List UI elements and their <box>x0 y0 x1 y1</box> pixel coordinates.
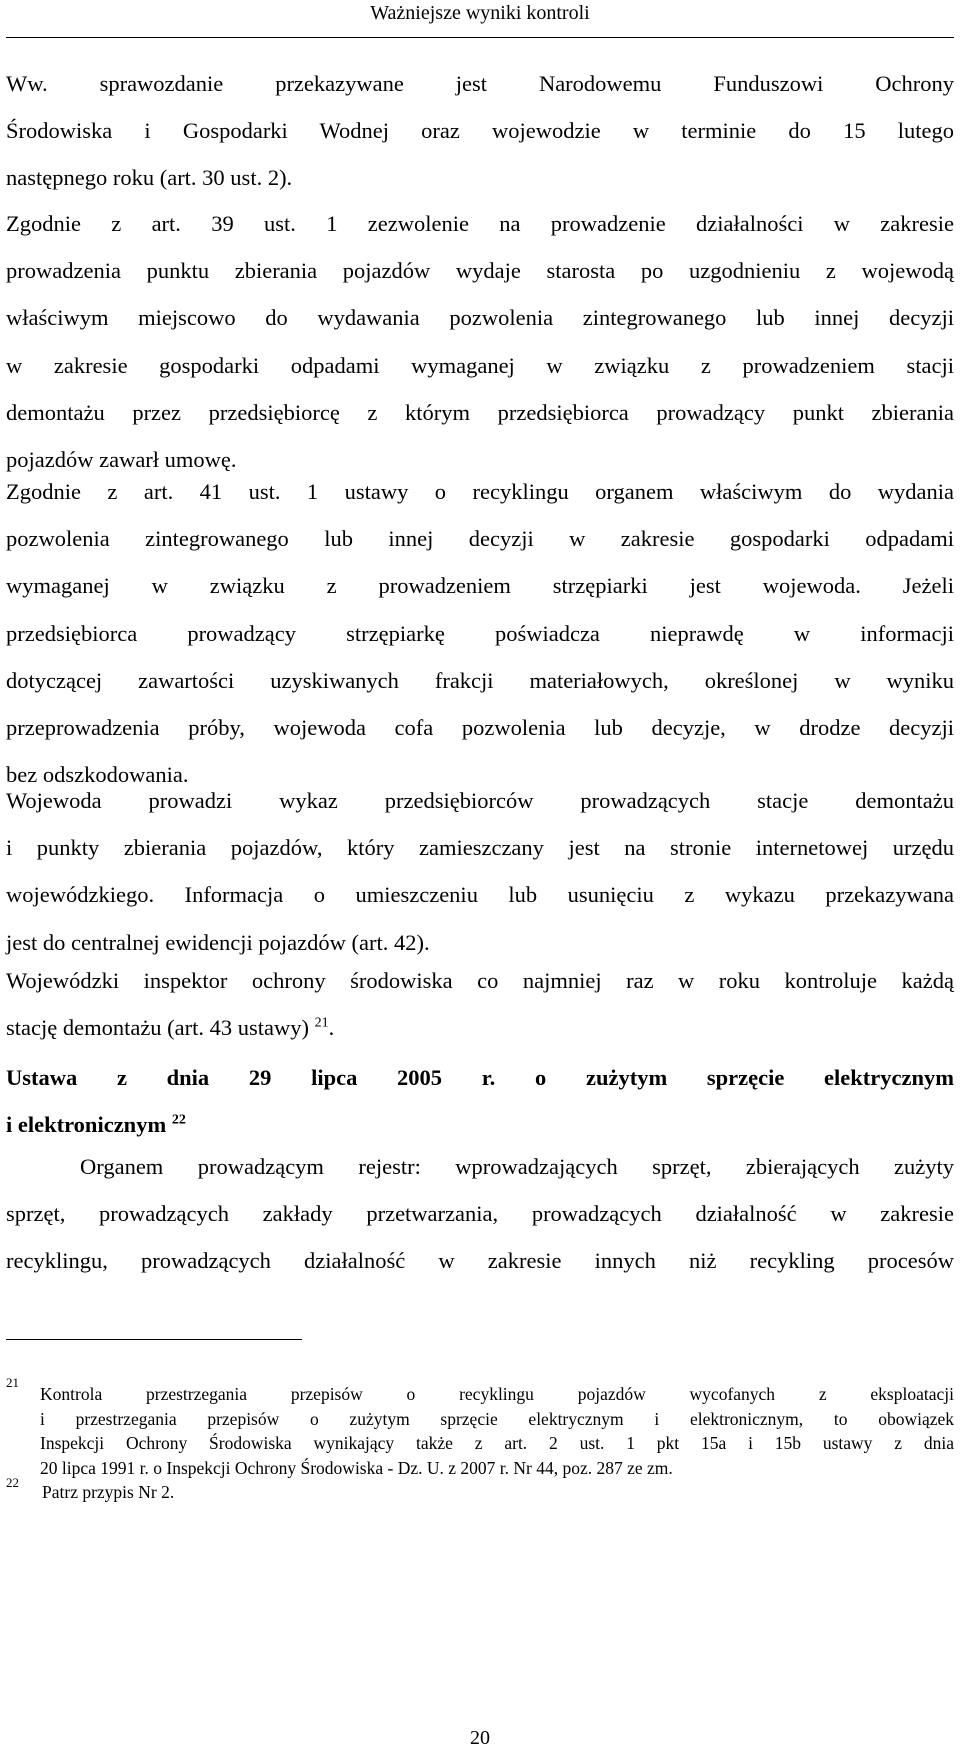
text-line: Wojewódzki inspektor ochrony środowiska co najmniej raz w roku kontroluje każdą <box>6 968 954 993</box>
heading-line <box>6 1101 954 1148</box>
document-page <box>6 0 954 1761</box>
footnote-number: 21 <box>6 1375 19 1390</box>
text-line: przedsiębiorca prowadzący strzępiarkę poświadcza nieprawdę w informacji <box>6 620 954 646</box>
paragraph-rejestr <box>6 1143 954 1285</box>
text-line: Zgodnie z art. 39 ust. 1 zezwolenie na prowadzenie działalności w zakresie <box>6 211 954 236</box>
footnote-separator <box>6 1339 302 1340</box>
text-line: Ww. sprawozdanie przekazywane jest Narodowemu Funduszowi Ochrony <box>6 71 954 96</box>
text-segment: stację demontażu (art. 43 ustawy) <box>6 1015 310 1041</box>
text-line <box>6 1004 954 1051</box>
running-header-title: Ważniejsze wyniki kontroli <box>370 2 590 24</box>
footnote-21 <box>6 1375 954 1482</box>
paragraph-wykaz <box>6 777 954 966</box>
header-rule <box>6 37 954 38</box>
text-line: pojazdów zawarł umowę. <box>6 447 237 473</box>
section-heading <box>6 1054 954 1148</box>
footnote-body <box>40 1382 954 1480</box>
footnote-22 <box>6 1475 954 1510</box>
running-header <box>6 0 954 40</box>
footnote-body <box>42 1480 956 1505</box>
text-line: Środowiska i Gospodarki Wodnej oraz wojewodzie w terminie do 15 lutego <box>6 118 954 144</box>
text-line: właściwym miejscowo do wydawania pozwolenia zintegrowanego lub innej decyzji <box>6 305 954 331</box>
text-line: dotyczącej zawartości uzyskiwanych frakcji materiałowych, określonej w wyniku <box>6 667 954 693</box>
footnote-line: Patrz przypis Nr 2. <box>42 1482 175 1502</box>
text-segment: . <box>328 1015 335 1041</box>
text-line: wojewódzkiego. Informacja o umieszczeniu lub usunięciu z wykazu przekazywana <box>6 882 954 908</box>
text-line: pozwolenia zintegrowanego lub innej decyzji w zakresie gospodarki odpadami <box>6 526 954 552</box>
text-line: wymaganej w związku z prowadzeniem strzępiarki jest wojewoda. Jeżeli <box>6 573 954 599</box>
text-line: bez odszkodowania. <box>6 762 189 788</box>
footnote-ref-21[interactable]: 21 <box>314 1015 329 1031</box>
footnote-number: 22 <box>6 1475 19 1490</box>
text-line: Organem prowadzącym rejestr: wprowadzających sprzęt, zbierających zużyty <box>80 1154 954 1179</box>
text-line: w zakresie gospodarki odpadami wymaganej w związku z prowadzeniem stacji <box>6 352 954 378</box>
text-line: demontażu przez przedsiębiorcę z którym przedsiębiorca prowadzący punkt zbierania <box>6 399 954 425</box>
text-line: przeprowadzenia próby, wojewoda cofa pozwolenia lub decyzje, w drodze decyzji <box>6 715 954 741</box>
footnote-line: 20 lipca 1991 r. o Inspekcji Ochrony Środowiska - Dz. U. z 2007 r. Nr 44, poz. 287 ze zm. <box>40 1457 673 1478</box>
paragraph-art-39 <box>6 200 954 483</box>
heading-segment: i elektronicznym <box>6 1112 167 1138</box>
heading-line: Ustawa z dnia 29 lipca 2005 r. o zużytym sprzęcie elektrycznym <box>6 1065 954 1090</box>
text-line: recyklingu, prowadzących działalność w zakresie innych niż recykling procesów <box>6 1248 954 1274</box>
footnote-ref-22[interactable]: 22 <box>171 1112 186 1128</box>
paragraph-inspektor <box>6 957 954 1051</box>
paragraph-art-41 <box>6 468 954 798</box>
text-line: i punkty zbierania pojazdów, który zamieszczany jest na stronie internetowej urzędu <box>6 835 954 861</box>
text-line: sprzęt, prowadzących zakłady przetwarzania, prowadzących działalność w zakresie <box>6 1201 954 1227</box>
page-number: 20 <box>470 1727 490 1749</box>
text-line: prowadzenia punktu zbierania pojazdów wydaje starosta po uzgodnieniu z wojewodą <box>6 258 954 284</box>
footnote-line: Kontrola przestrzegania przepisów o recyklingu pojazdów wycofanych z eksploatacji <box>40 1384 954 1404</box>
paragraph-sprawozdanie <box>6 60 954 202</box>
text-line: Zgodnie z art. 41 ust. 1 ustawy o recyklingu organem właściwym do wydania <box>6 479 954 504</box>
text-line: jest do centralnej ewidencji pojazdów (art. 42). <box>6 929 430 955</box>
footnote-line: Inspekcji Ochrony Środowiska wynikający także z art. 2 ust. 1 pkt 15a i 15b ustawy z dnia <box>40 1433 954 1453</box>
text-line: następnego roku (art. 30 ust. 2). <box>6 165 293 191</box>
footnote-line: i przestrzegania przepisów o zużytym sprzęcie elektrycznym i elektronicznym, to obowiązek <box>40 1408 954 1429</box>
text-line: Wojewoda prowadzi wykaz przedsiębiorców prowadzących stacje demontażu <box>6 788 954 813</box>
